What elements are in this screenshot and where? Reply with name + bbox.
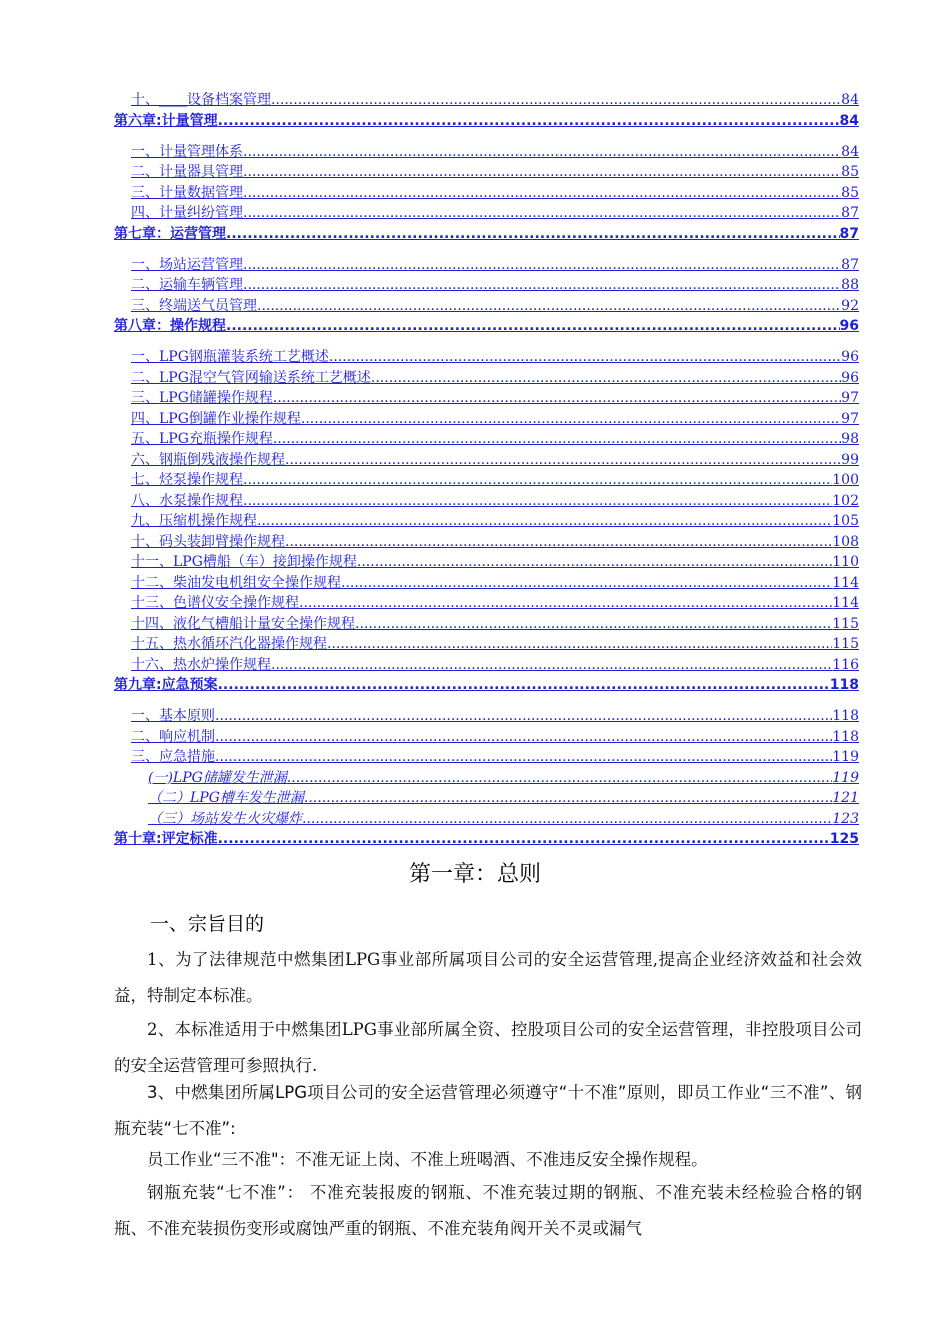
toc-entry[interactable]: 八、水泵操作规程 ..... 102 bbox=[114, 491, 859, 512]
paragraph: 1、为了法律规范中燃集团LPG事业部所属项目公司的安全运营管理,提高企业经济效益和社会效益，特制定本标准。 bbox=[114, 950, 862, 1005]
toc-chapter-entry[interactable]: 第六章:计量管理 ..... 84 bbox=[114, 111, 859, 132]
toc-entry[interactable]: 十六、热水炉操作规程 ..... 116 bbox=[114, 655, 859, 676]
toc-entry[interactable]: 十、____设备档案管理 ..... 84 bbox=[114, 90, 859, 111]
toc-entry[interactable]: 二、LPG混空气管网输送系统工艺概述 ..... 96 bbox=[114, 368, 859, 389]
toc-chapter-entry[interactable]: 第九章:应急预案 ..... 118 bbox=[114, 675, 859, 696]
toc-entry[interactable]: 二、计量器具管理 ..... 85 bbox=[114, 162, 859, 183]
toc-entry[interactable]: 四、计量纠纷管理 ..... 87 bbox=[114, 203, 859, 224]
toc-entry[interactable]: 十、码头装卸臂操作规程 ..... 108 bbox=[114, 532, 859, 553]
chapter-title: 第一章：总则 bbox=[408, 862, 541, 887]
toc-entry[interactable]: 一、基本原则 ..... 118 bbox=[114, 706, 859, 727]
toc-entry[interactable]: 三、计量数据管理 ..... 85 bbox=[114, 183, 859, 204]
section-title: 一、宗旨目的 bbox=[150, 913, 265, 935]
toc-entry[interactable]: 一、计量管理体系 ..... 84 bbox=[114, 142, 859, 163]
toc-entry[interactable]: 十二、柴油发电机组安全操作规程 ..... 114 bbox=[114, 573, 859, 594]
toc-entry[interactable]: 二、运输车辆管理 ..... 88 bbox=[114, 275, 859, 296]
toc-entry[interactable]: 十四、液化气槽船计量安全操作规程 ..... 115 bbox=[114, 614, 859, 635]
toc-entry[interactable]: 五、LPG充瓶操作规程 ..... 98 bbox=[114, 429, 859, 450]
toc-chapter-entry[interactable]: 第七章：运营管理 ..... 87 bbox=[114, 224, 859, 245]
paragraph: 员工作业“三不准"：不准无证上岗、不准上班喝酒、不准违反安全操作规程。 bbox=[147, 1150, 708, 1169]
toc-entry[interactable]: 三、LPG储罐操作规程 ..... 97 bbox=[114, 388, 859, 409]
toc-entry[interactable]: 十五、热水循环汽化器操作规程 ..... 115 bbox=[114, 634, 859, 655]
toc-entry[interactable]: 三、应急措施 ..... 119 bbox=[114, 747, 859, 768]
toc-entry[interactable]: 六、钢瓶倒残液操作规程 ..... 99 bbox=[114, 450, 859, 471]
toc-subsection-entry[interactable]: (一)LPG储罐发生泄漏 ..... 119 bbox=[114, 768, 859, 789]
toc-entry[interactable]: 三、终端送气员管理 ..... 92 bbox=[114, 296, 859, 317]
toc-entry[interactable]: 十三、色谱仪安全操作规程 ..... 114 bbox=[114, 593, 859, 614]
toc-entry[interactable]: 一、LPG钢瓶灌装系统工艺概述 ..... 96 bbox=[114, 347, 859, 368]
toc-entry[interactable]: 十一、LPG槽船（车）接卸操作规程 ..... 110 bbox=[114, 552, 859, 573]
paragraph: 2、本标准适用于中燃集团LPG事业部所属全资、控股项目公司的安全运营管理，非控股项目公司的安全运营管理可参照执行. bbox=[114, 1020, 862, 1075]
toc-entry[interactable]: 七、烃泵操作规程 ..... 100 bbox=[114, 470, 859, 491]
toc-subsection-entry[interactable]: （二）LPG槽车发生泄漏 ..... 121 bbox=[114, 788, 859, 809]
paragraph: 3、中燃集团所属LPG项目公司的安全运营管理必须遵守“十不准”原则，即员工作业“三不准”、钢瓶充装“七不准”: bbox=[114, 1083, 862, 1138]
toc-entry[interactable]: 一、场站运营管理 ..... 87 bbox=[114, 255, 859, 276]
toc-entry[interactable]: 九、压缩机操作规程 ..... 105 bbox=[114, 511, 859, 532]
toc-chapter-entry[interactable]: 第八章：操作规程 ..... 96 bbox=[114, 316, 859, 337]
toc-entry[interactable]: 四、LPG倒罐作业操作规程 ..... 97 bbox=[114, 409, 859, 430]
toc-subsection-entry[interactable]: （三）场站发生火灾爆炸 ..... 123 bbox=[114, 809, 859, 830]
paragraph: 钢瓶充装“七不准”： 不准充装报废的钢瓶、不准充装过期的钢瓶、不准充装未经检验合格的钢瓶、不准充装损伤变形或腐蚀严重的钢瓶、不准充装角阀开关不灵或漏气 bbox=[114, 1183, 862, 1238]
toc-chapter-entry[interactable]: 第十章:评定标准 ..... 125 bbox=[114, 829, 859, 850]
table-of-contents bbox=[114, 90, 859, 850]
toc-entry[interactable]: 二、响应机制 ..... 118 bbox=[114, 727, 859, 748]
